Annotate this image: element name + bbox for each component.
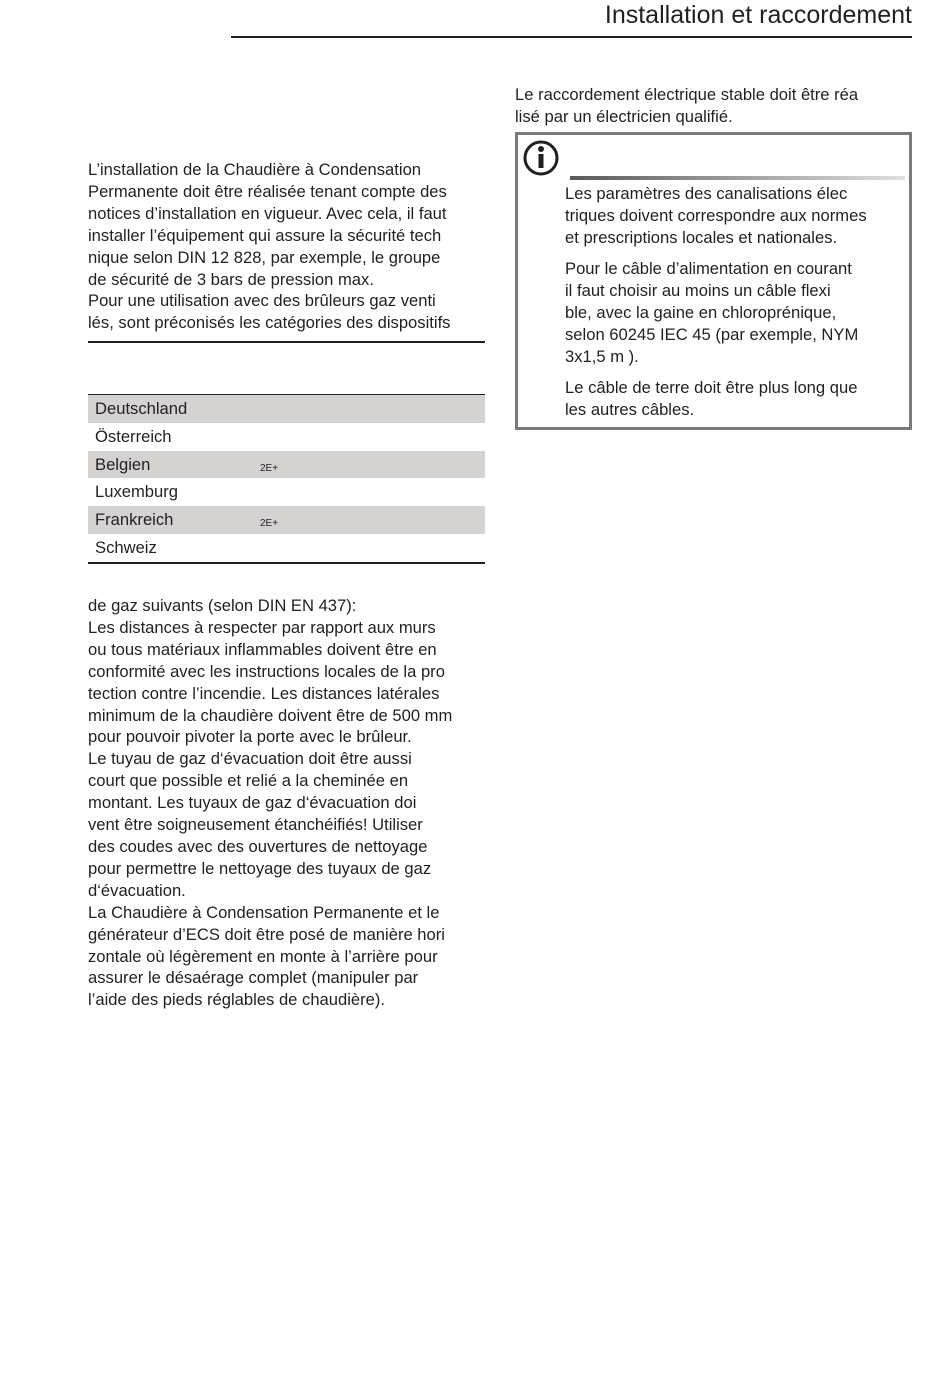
intro-line: Pour une utilisation avec des brûleurs gaz venti — [88, 291, 436, 311]
table-row — [88, 534, 485, 562]
info-line: il faut choisir au moins un câble flexi — [565, 281, 831, 301]
table-row — [88, 506, 485, 534]
electrical-intro — [515, 84, 915, 128]
info-line: et prescriptions locales et nationales. — [565, 227, 838, 247]
intro-line: installer l’équipement qui assure la sécurité tech — [88, 225, 442, 245]
info-line: triques doivent correspondre aux normes — [565, 205, 867, 225]
body-line: Le tuyau de gaz d‘évacuation doit être aussi — [88, 749, 412, 769]
info-line: les autres câbles. — [565, 400, 695, 420]
body-line: zontale où légèrement en monte à l’arrière pour — [88, 946, 438, 966]
header-rule — [231, 36, 912, 38]
table-row — [88, 423, 485, 451]
electrical-intro-line: lisé par un électricien qualifié. — [515, 106, 733, 126]
body-line: minimum de la chaudière doivent être de 500 mm — [88, 705, 453, 725]
country-cell: Belgien — [95, 454, 151, 474]
section-divider — [88, 341, 485, 343]
intro-line: notices d’installation en vigueur. Avec cela, il faut — [88, 203, 447, 223]
body-line: court que possible et relié a la cheminée en — [88, 771, 409, 791]
page-header-title: Installation et raccordement — [604, 1, 912, 29]
intro-line: lés, sont préconisés les catégories des dispositifs — [88, 313, 451, 333]
body-line: vent être soigneusement étanchéifiés! Utiliser — [88, 815, 423, 835]
body-line: d‘évacuation. — [88, 880, 186, 900]
body-line: des coudes avec des ouvertures de nettoyage — [88, 836, 428, 856]
info-block — [565, 377, 905, 421]
body-line: tection contre l’incendie. Les distances latérales — [88, 683, 440, 703]
electrical-intro-line: Le raccordement électrique stable doit être réa — [515, 85, 859, 104]
intro-line: Permanente doit être réalisée tenant compte des — [88, 181, 447, 201]
country-category-table — [88, 394, 485, 564]
body-line: générateur d’ECS doit être posé de manière hori — [88, 924, 445, 944]
body-line: pour permettre le nettoyage des tuyaux de gaz — [88, 858, 432, 878]
body-line: La Chaudière à Condensation Permanente et le — [88, 902, 440, 922]
country-cell: Schweiz — [95, 537, 157, 557]
body-line: conformité avec les instructions locales de la pro — [88, 661, 445, 681]
intro-paragraph — [88, 159, 488, 334]
body-line: montant. Les tuyaux de gaz d‘évacuation doi — [88, 793, 417, 813]
table-row — [88, 478, 485, 506]
info-block — [565, 183, 905, 249]
intro-line: de sécurité de 3 bars de pression max. — [88, 269, 374, 289]
category-cell: 2E+ — [260, 462, 279, 474]
info-line: ble, avec la gaine en chloroprénique, — [565, 303, 837, 323]
body-paragraph — [88, 595, 488, 1011]
category-cell: 2E+ — [260, 518, 279, 530]
intro-line: L’installation de la Chaudière à Condensation — [88, 160, 422, 179]
info-line: Pour le câble d’alimentation en courant — [565, 259, 852, 279]
table-row — [88, 395, 485, 423]
country-cell: Österreich — [95, 426, 172, 446]
country-cell: Luxemburg — [95, 482, 179, 502]
body-line: ou tous matériaux inflammables doivent être en — [88, 639, 437, 659]
info-line: Les paramètres des canalisations élec — [565, 184, 848, 203]
info-icon — [523, 140, 559, 176]
body-line: de gaz suivants (selon DIN EN 437): — [88, 596, 357, 615]
info-line: Le câble de terre doit être plus long que — [565, 378, 858, 398]
info-line: 3x1,5 m ). — [565, 346, 639, 366]
body-line: l’aide des pieds réglables de chaudière). — [88, 990, 386, 1010]
body-line: assurer le désaérage complet (manipuler par — [88, 968, 419, 988]
info-header-rule — [570, 176, 905, 180]
info-line: selon 60245 IEC 45 (par exemple, NYM — [565, 324, 859, 344]
country-cell: Deutschland — [95, 399, 188, 418]
table-row — [88, 451, 485, 479]
info-text — [565, 183, 905, 431]
country-cell: Frankreich — [95, 510, 174, 530]
info-block — [565, 258, 905, 368]
info-notice-box — [515, 132, 912, 430]
body-line: Les distances à respecter par rapport aux murs — [88, 617, 436, 637]
body-line: pour pouvoir pivoter la porte avec le brûleur. — [88, 727, 412, 747]
intro-line: nique selon DIN 12 828, par exemple, le groupe — [88, 247, 441, 267]
